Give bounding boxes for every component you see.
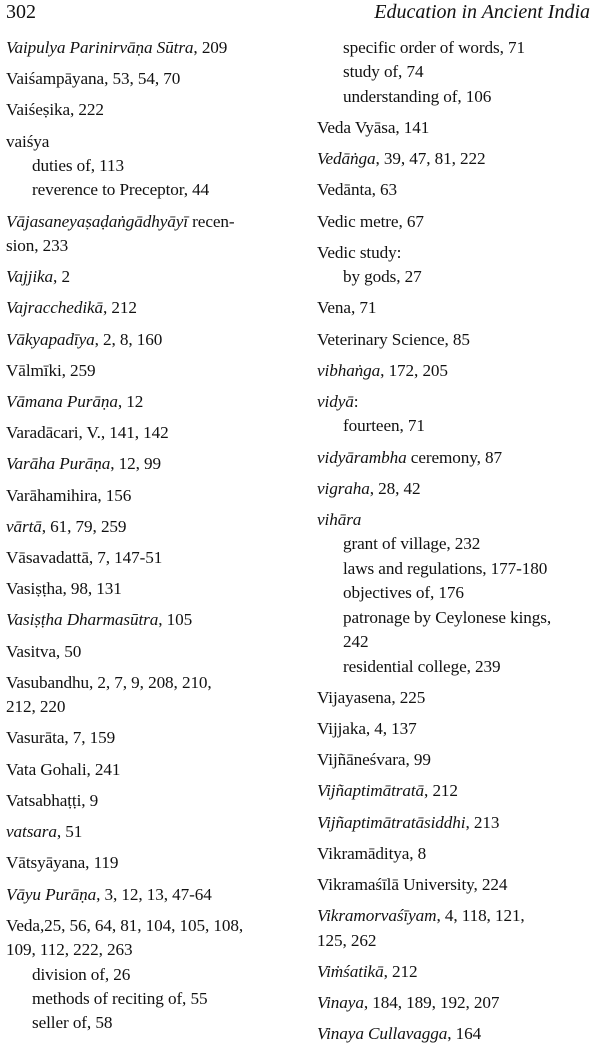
- italic-term: Vedāṅga: [317, 149, 376, 169]
- index-entry: [6, 421, 294, 445]
- index-subentry: [317, 36, 599, 60]
- italic-term: Vajjika: [6, 267, 54, 287]
- index-entry: [317, 686, 599, 710]
- entry-text: duties of, 113: [32, 156, 125, 176]
- index-entry: [6, 758, 294, 782]
- entry-text: specific order of words, 71: [343, 38, 526, 57]
- index-subentry: [317, 85, 599, 109]
- index-subentry: [317, 265, 599, 289]
- entry-text: patronage by Ceylonese kings,: [343, 607, 552, 627]
- index-entry: [6, 210, 294, 234]
- index-entry: [6, 67, 294, 91]
- index-entry: [317, 1022, 599, 1046]
- index-entry: [317, 147, 599, 171]
- entry-text: grant of village, 232: [343, 534, 481, 554]
- entry-text: understanding of, 106: [343, 86, 492, 106]
- entry-text: 125, 262: [317, 930, 377, 950]
- index-entry: [317, 960, 599, 984]
- entry-text: , 61, 79, 259: [41, 516, 127, 536]
- entry-text: Vātsyāyana, 119: [6, 853, 119, 873]
- index-entry: [317, 904, 599, 928]
- index-entry: [6, 546, 294, 570]
- italic-term: Vijñaptimātratāsiddhi: [317, 812, 466, 832]
- entry-text: , 4, 118, 121,: [436, 906, 525, 926]
- italic-term: Vijñaptimātratā: [317, 781, 425, 801]
- index-entry: [317, 241, 599, 265]
- italic-term: Vākyapadīya: [6, 329, 95, 349]
- italic-term: Vāyu Purāṇa: [6, 884, 97, 904]
- entry-text: sion, 233: [6, 236, 69, 256]
- index-entry: [317, 842, 599, 866]
- italic-term: Vasiṣṭha Dharmasūtra: [6, 610, 159, 630]
- running-title: Education in Ancient India: [374, 1, 590, 23]
- entry-text: Vāsavadattā, 7, 147-51: [6, 548, 163, 568]
- entry-text: Vedic study:: [317, 242, 402, 262]
- entry-text: Veda,25, 56, 64, 81, 104, 105, 108,: [6, 915, 244, 935]
- index-entry-continuation: [6, 234, 294, 258]
- entry-text: Vālmīki, 259: [6, 360, 96, 380]
- index-subentry: [6, 154, 294, 178]
- index-entry: [6, 98, 294, 122]
- index-entry: [317, 328, 599, 352]
- index-entry: [6, 726, 294, 750]
- index-entry: [6, 789, 294, 813]
- index-subentry: [317, 655, 599, 679]
- entry-text: Vatsabhaṭṭi, 9: [6, 790, 99, 810]
- entry-text: , 212: [424, 781, 458, 801]
- entry-text: , 209: [193, 38, 228, 57]
- index-entry: [317, 359, 599, 383]
- italic-term: Varāha Purāṇa: [6, 454, 111, 474]
- italic-term: Viṁśatikā: [317, 961, 384, 981]
- entry-text: Vikramaśīlā University, 224: [317, 874, 508, 894]
- italic-term: vatsara: [6, 822, 57, 842]
- entry-text: , 164: [447, 1024, 482, 1044]
- italic-term: vibhaṅga: [317, 360, 381, 380]
- entry-text: Varadācari, V., 141, 142: [6, 423, 169, 443]
- index-entry: [6, 359, 294, 383]
- index-entry: [6, 265, 294, 289]
- index-entry: [6, 328, 294, 352]
- index-entry: [317, 991, 599, 1015]
- index-entry: [317, 873, 599, 897]
- index-entry: [317, 446, 599, 470]
- index-entry: [6, 452, 294, 476]
- entry-text: laws and regulations, 177-180: [343, 558, 548, 578]
- index-entry-continuation: [6, 938, 294, 962]
- index-column-right: [317, 36, 599, 1047]
- index-column-left: [6, 36, 294, 1036]
- index-entry-continuation: [6, 695, 294, 719]
- index-entry: [317, 477, 599, 501]
- index-entry: [6, 608, 294, 632]
- entry-text: 109, 112, 222, 263: [6, 940, 133, 960]
- index-entry: [317, 210, 599, 234]
- index-subentry: [6, 963, 294, 987]
- entry-text: , 3, 12, 13, 47-64: [96, 884, 212, 904]
- index-entry: [317, 116, 599, 140]
- italic-term: vihāra: [317, 510, 362, 530]
- entry-text: , 212: [103, 298, 137, 318]
- italic-term: vigraha: [317, 478, 370, 498]
- index-entry: [6, 851, 294, 875]
- index-entry: [6, 390, 294, 414]
- index-entry: [6, 883, 294, 907]
- italic-term: Vinaya Cullavagga: [317, 1024, 448, 1044]
- index-entry: [317, 811, 599, 835]
- entry-text: reverence to Preceptor, 44: [32, 180, 210, 200]
- index-entry: [6, 820, 294, 844]
- index-entry: [6, 296, 294, 320]
- index-entry: [317, 779, 599, 803]
- entry-text: Vijñāneśvara, 99: [317, 750, 431, 770]
- entry-text: Vikramāditya, 8: [317, 843, 427, 863]
- entry-text: Vasurāta, 7, 159: [6, 728, 116, 748]
- entry-text: , 172, 205: [380, 360, 448, 380]
- entry-text: study of, 74: [343, 62, 424, 82]
- entry-text: seller of, 58: [32, 1013, 113, 1033]
- entry-text: Vijjaka, 4, 137: [317, 718, 417, 738]
- entry-text: , 28, 42: [369, 478, 421, 498]
- entry-text: Varāhamihira, 156: [6, 485, 132, 505]
- entry-text: , 2: [53, 267, 70, 287]
- entry-text: Veterinary Science, 85: [317, 329, 470, 349]
- index-entry: [317, 748, 599, 772]
- index-entry: [317, 390, 599, 414]
- italic-term: Vaipulya Parinirvāṇa Sūtra: [6, 38, 194, 57]
- entry-text: vaiśya: [6, 131, 50, 151]
- index-entry: [6, 577, 294, 601]
- entry-text: division of, 26: [32, 964, 131, 984]
- entry-text: , 105: [158, 610, 193, 630]
- entry-text: Vasiṣṭha, 98, 131: [6, 579, 122, 599]
- index-subentry: [6, 987, 294, 1011]
- index-entry: [6, 914, 294, 938]
- italic-term: Vikramorvaśīyam: [317, 906, 437, 926]
- entry-text: Vata Gohali, 241: [6, 759, 121, 779]
- entry-text: Vedic metre, 67: [317, 211, 424, 231]
- index-entry: [317, 717, 599, 741]
- index-entry: [6, 515, 294, 539]
- entry-text: Vena, 71: [317, 298, 377, 318]
- entry-text: Vasitva, 50: [6, 641, 82, 661]
- entry-text: recen-: [187, 211, 235, 231]
- index-subentry: [317, 630, 599, 654]
- page-number: 302: [6, 1, 36, 23]
- italic-term: Vājasaneyaṣaḍaṅgādhyāyī: [6, 211, 188, 231]
- entry-text: , 39, 47, 81, 222: [375, 149, 486, 169]
- index-entry: [6, 484, 294, 508]
- index-entry: [317, 508, 599, 532]
- entry-text: residential college, 239: [343, 656, 501, 676]
- entry-text: Vaiśampāyana, 53, 54, 70: [6, 69, 181, 89]
- index-subentry: [317, 60, 599, 84]
- index-subentry: [317, 557, 599, 581]
- index-entry-continuation: [317, 929, 599, 953]
- entry-text: , 213: [465, 812, 500, 832]
- italic-term: Vajracchedikā: [6, 298, 104, 318]
- index-entry: [6, 36, 294, 60]
- entry-text: Vasubandhu, 2, 7, 9, 208, 210,: [6, 672, 212, 692]
- entry-text: Vedānta, 63: [317, 180, 398, 200]
- index-subentry: [317, 532, 599, 556]
- entry-text: , 2, 8, 160: [94, 329, 163, 349]
- entry-text: Vijayasena, 225: [317, 687, 426, 707]
- index-entry: [6, 130, 294, 154]
- italic-term: vārtā: [6, 516, 42, 536]
- entry-text: , 51: [56, 822, 83, 842]
- entry-text: methods of reciting of, 55: [32, 988, 208, 1008]
- index-subentry: [317, 414, 599, 438]
- index-entry: [6, 640, 294, 664]
- entry-text: ceremony, 87: [406, 447, 503, 467]
- index-subentry: [317, 581, 599, 605]
- entry-text: :: [353, 392, 359, 412]
- italic-term: vidyārambha: [317, 447, 407, 467]
- index-subentry: [6, 1011, 294, 1035]
- entry-text: 242: [343, 632, 369, 652]
- index-entry: [317, 178, 599, 202]
- page-header: [6, 1, 590, 27]
- entry-text: , 212: [383, 961, 418, 981]
- entry-text: Veda Vyāsa, 141: [317, 118, 430, 138]
- italic-term: Vinaya: [317, 992, 364, 1012]
- italic-term: Vāmana Purāṇa: [6, 392, 118, 412]
- entry-text: , 184, 189, 192, 207: [363, 992, 500, 1012]
- entry-text: fourteen, 71: [343, 416, 425, 436]
- index-entry: [317, 296, 599, 320]
- entry-text: objectives of, 176: [343, 583, 464, 603]
- index-entry: [6, 671, 294, 695]
- index-subentry: [6, 178, 294, 202]
- entry-text: , 12: [117, 392, 144, 412]
- index-subentry: [317, 606, 599, 630]
- entry-text: , 12, 99: [110, 454, 161, 474]
- entry-text: 212, 220: [6, 697, 66, 717]
- entry-text: Vaiśeṣika, 222: [6, 100, 104, 120]
- entry-text: by gods, 27: [343, 267, 422, 287]
- italic-term: vidyā: [317, 392, 354, 412]
